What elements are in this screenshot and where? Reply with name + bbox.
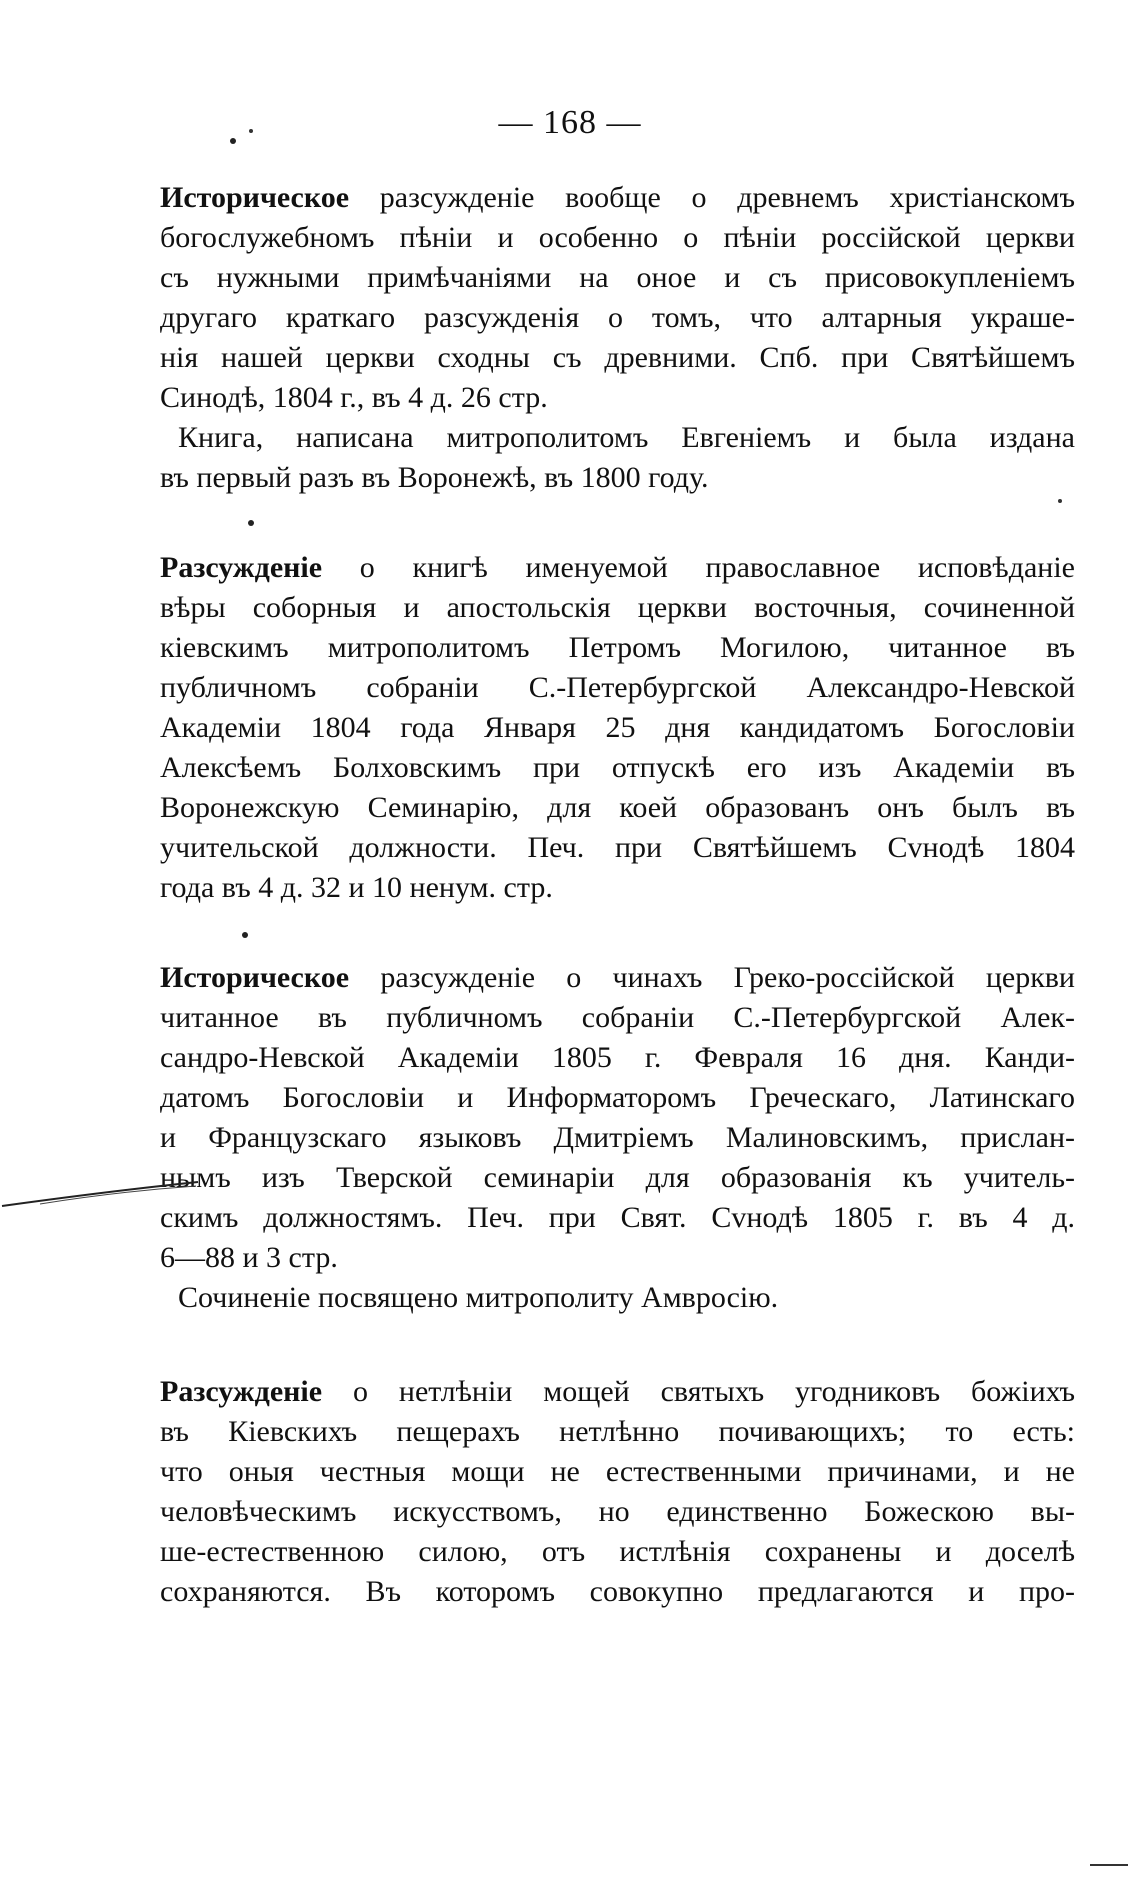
entry-lead-word: Историческое <box>160 181 350 214</box>
entry-line: что оныя честныя мощи не естественными причинами, и не <box>160 1455 1075 1488</box>
entry-line: нымъ изъ Тверской семинаріи для образованія къ учитель- <box>160 1161 1075 1194</box>
entry-line: вѣры соборныя и апостольскія церкви восточныя, сочиненной <box>160 591 1075 624</box>
entry-line: нія нашей церкви сходны съ древними. Спб. при Святѣйшемъ <box>160 341 1075 374</box>
entry-line: скимъ должностямъ. Печ. при Свят. Сvнодѣ 1805 г. въ 4 д. <box>160 1201 1075 1234</box>
entry-line: съ нужными примѣчаніями на оное и съ присовокупленіемъ <box>160 261 1075 294</box>
pencil-stroke-mark <box>0 1168 200 1218</box>
entry-lead-word: Разсужденіе <box>160 1375 323 1408</box>
ink-dot-mark <box>246 518 256 528</box>
ink-dash-mark <box>1090 1860 1130 1870</box>
entry-line: сандро-Невской Академіи 1805 г. Февраля 16 дня. Канди- <box>160 1041 1075 1074</box>
entry-line: ше-естественною силою, отъ истлѣнія сохранены и доселѣ <box>160 1535 1075 1568</box>
entry-lead-word: Разсужденіе <box>160 551 323 584</box>
ink-dot-mark <box>240 930 250 940</box>
entry-line: и Французскаго языковъ Дмитріемъ Малиновскимъ, прислан- <box>160 1121 1075 1154</box>
entry-line: въ Кіевскихъ пещерахъ нетлѣнно почивающихъ; то есть: <box>160 1415 1075 1448</box>
entry-line: Воронежскую Семинарію, для коей образованъ онъ былъ въ <box>160 791 1075 824</box>
entry-lead-word: Историческое <box>160 961 350 994</box>
entry-line: Разсужденіе о книгѣ именуемой православное исповѣданіе <box>160 551 1075 584</box>
entry-note-line: Книга, написана митрополитомъ Евгеніемъ и была издана <box>178 421 1075 454</box>
entry-3 <box>160 958 1075 1318</box>
entry-line: Алексѣемъ Болховскимъ при отпускѣ его изъ Академіи въ <box>160 751 1075 784</box>
entry-line: Разсужденіе о нетлѣніи мощей святыхъ угодниковъ божіихъ <box>160 1375 1075 1408</box>
entry-1 <box>160 178 1075 498</box>
entry-line: датомъ Богословіи и Информаторомъ Греческаго, Латинскаго <box>160 1081 1075 1114</box>
entry-line: Академіи 1804 года Января 25 дня кандидатомъ Богословіи <box>160 711 1075 744</box>
entry-line: богослужебномъ пѣніи и особенно о пѣніи россійской церкви <box>160 221 1075 254</box>
entry-4 <box>160 1372 1075 1612</box>
entry-line: Синодѣ, 1804 г., въ 4 д. 26 стр. <box>160 381 548 414</box>
ink-dot-mark <box>1055 496 1065 506</box>
entry-2 <box>160 548 1075 908</box>
entry-note-line: въ первый разъ въ Воронежѣ, въ 1800 году. <box>160 461 709 494</box>
ink-dot-mark <box>228 136 238 146</box>
entry-line: Историческое разсужденіе о чинахъ Греко-россійской церкви <box>160 961 1075 994</box>
entry-line: сохраняются. Въ которомъ совокупно предлагаются и про- <box>160 1575 1075 1608</box>
entry-line: года въ 4 д. 32 и 10 ненум. стр. <box>160 871 553 904</box>
entry-line: читанное въ публичномъ собраніи С.-Петербургской Алек- <box>160 1001 1075 1034</box>
page-number: — 168 — <box>498 104 642 141</box>
entry-line: кіевскимъ митрополитомъ Петромъ Могилою, читанное въ <box>160 631 1075 664</box>
entry-line: другаго краткаго разсужденія о томъ, что алтарныя украше- <box>160 301 1075 334</box>
entry-line: человѣческимъ искусствомъ, но единственно Божескою вы- <box>160 1495 1075 1528</box>
entry-note-line: Сочиненіе посвящено митрополиту Амвросію. <box>178 1281 779 1314</box>
entry-line: учительской должности. Печ. при Святѣйшемъ Сvнодѣ 1804 <box>160 831 1075 864</box>
entry-line: 6—88 и 3 стр. <box>160 1241 338 1274</box>
entry-line: Историческое разсужденіе вообще о древнемъ христіанскомъ <box>160 181 1075 214</box>
entry-line: публичномъ собраніи С.-Петербургской Александро-Невской <box>160 671 1075 704</box>
ink-dot-mark <box>246 126 256 136</box>
